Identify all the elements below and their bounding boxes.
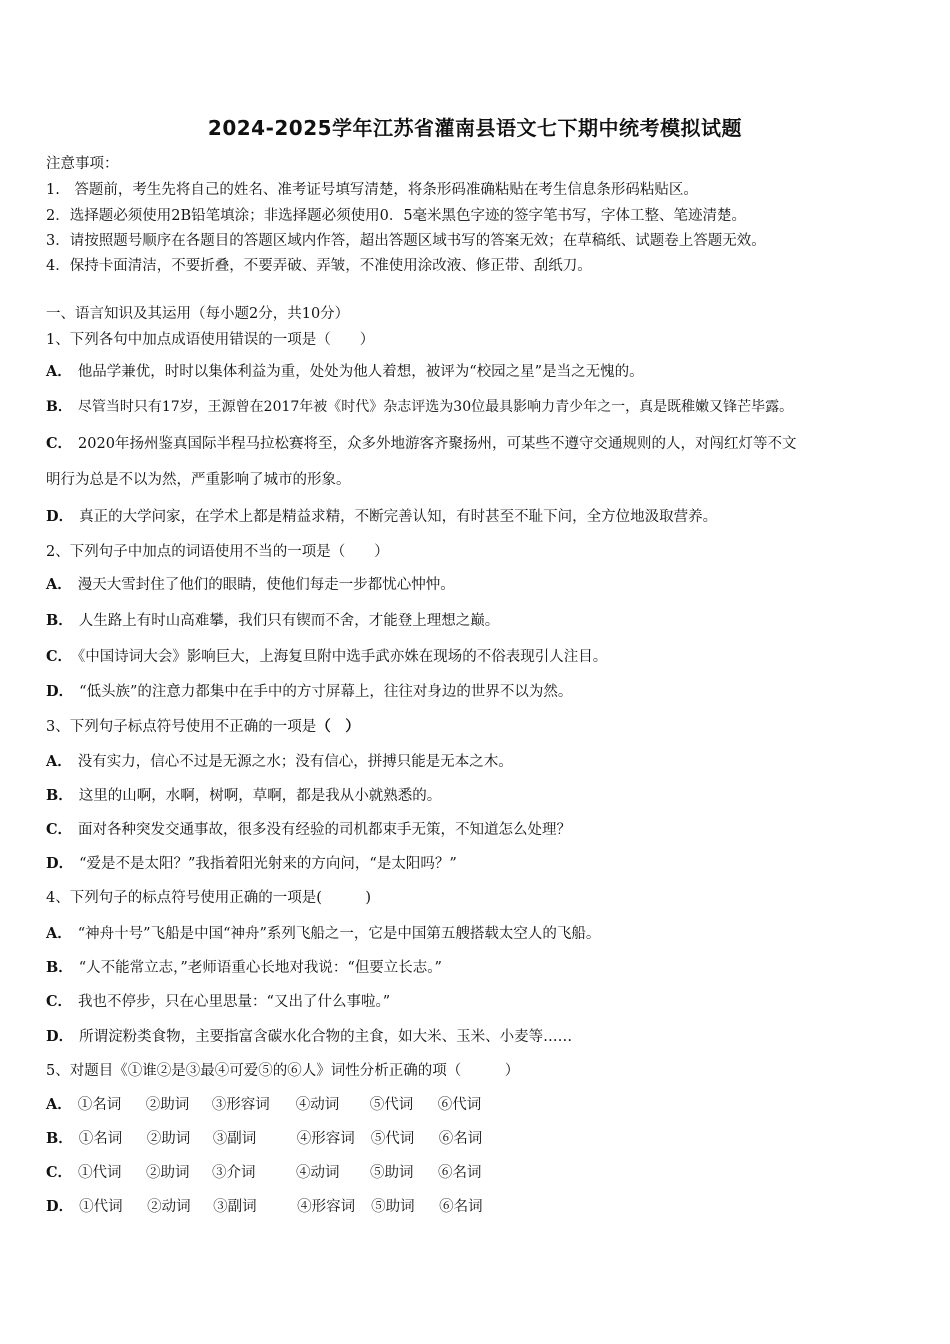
notice-item: 3．请按照题号顺序在各题目的答题区域内作答，超出答题区域书写的答案无效；在草稿纸、试题卷上答题无效。 xyxy=(46,233,766,249)
option-c: C． 2020年扬州鉴真国际半程马拉松赛将至，众多外地游客齐聚扬州，可某些不遵守交通规则的人，对闯红灯等不文 xyxy=(46,435,797,452)
option-b: B． ①名词 ②助词 ③副词 ④形容词 ⑤代词 ⑥名词 xyxy=(46,1130,483,1147)
question-stem: 1、下列各句中加点成语使用错误的一项是（ ） xyxy=(46,332,375,348)
question-stem: 5、对题目《①谁②是③最④可爱⑤的⑥人》词性分析正确的项（ ） xyxy=(46,1063,520,1079)
option-d: D． ①代词 ②动词 ③副词 ④形容词 ⑤助词 ⑥名词 xyxy=(46,1198,483,1215)
option-d: D． “爱是不是太阳？”我指着阳光射来的方向问，“是太阳吗？” xyxy=(46,855,457,872)
question-stem: 2、下列句子中加点的词语使用不当的一项是（ ） xyxy=(46,544,389,560)
option-c: C． 面对各种突发交通事故，很多没有经验的司机都束手无策，不知道怎么处理？ xyxy=(46,821,572,838)
option-c: C． 我也不停步，只在心里思量：“又出了什么事啦。” xyxy=(46,993,391,1010)
notice-item: 4．保持卡面清洁，不要折叠，不要弄破、弄皱，不准使用涂改液、修正带、刮纸刀。 xyxy=(46,258,592,274)
notice-item: 2．选择题必须使用2B铅笔填涂；非选择题必须使用0．5毫米黑色字迹的签字笔书写，字体工整、笔迹清楚。 xyxy=(46,208,747,224)
option-b: B． “人不能常立志，”老师语重心长地对我说：“但要立长志。” xyxy=(46,959,442,976)
section-heading: 一、语言知识及其运用（每小题2分，共10分） xyxy=(46,306,350,322)
option-d: D． “低头族”的注意力都集中在手中的方寸屏幕上，往往对身边的世界不以为然。 xyxy=(46,683,573,700)
option-a: A． 没有实力，信心不过是无源之水；没有信心，拼搏只能是无本之木。 xyxy=(46,753,513,770)
option-c: C． ①代词 ②助词 ③介词 ④动词 ⑤助词 ⑥名词 xyxy=(46,1164,482,1181)
notice-item: 1. 答题前，考生先将自己的姓名、准考证号填写清楚，将条形码准确粘贴在考生信息条形码粘贴区。 xyxy=(46,182,698,198)
option-a: A． “神舟十号”飞船是中国“神舟”系列飞船之一，它是中国第五艘搭载太空人的飞船。 xyxy=(46,925,601,942)
option-c: C． 《中国诗词大会》影响巨大，上海复旦附中选手武亦姝在现场的不俗表现引人注目。 xyxy=(46,648,608,665)
notice-heading: 注意事项： xyxy=(46,156,119,172)
page-title: 2024-2025学年江苏省灌南县语文七下期中统考模拟试题 xyxy=(207,116,743,140)
option-a: A． ①名词 ②助词 ③形容词 ④动词 ⑤代词 ⑥代词 xyxy=(46,1096,482,1113)
option-a: A． 他品学兼优，时时以集体利益为重，处处为他人着想，被评为“校园之星”是当之无愧的。 xyxy=(46,363,644,380)
option-b: B． 这里的山啊，水啊，树啊，草啊，都是我从小就熟悉的。 xyxy=(46,787,442,804)
option-d: D． 真正的大学问家，在学术上都是精益求精，不断完善认知，有时甚至不耻下问，全方位地汲取营养。 xyxy=(46,508,718,525)
question-stem: 4、下列句子的标点符号使用正确的一项是( ) xyxy=(46,890,372,906)
option-b: B． 尽管当时只有17岁，王源曾在2017年被《时代》杂志评选为30位最具影响力青少年之一，真是既稚嫩又锋芒毕露。 xyxy=(46,399,794,415)
option-a: A． 漫天大雪封住了他们的眼睛，使他们每走一步都忧心忡忡。 xyxy=(46,576,455,593)
option-c-continued: 明行为总是不以为然，严重影响了城市的形象。 xyxy=(46,472,351,488)
option-d: D． 所谓淀粉类食物，主要指富含碳水化合物的主食，如大米、玉米、小麦等…… xyxy=(46,1028,573,1045)
option-b: B． 人生路上有时山高难攀，我们只有锲而不舍，才能登上理想之巅。 xyxy=(46,612,500,629)
question-stem: 3、下列句子标点符号使用不正确的一项是（ ） xyxy=(46,718,360,735)
